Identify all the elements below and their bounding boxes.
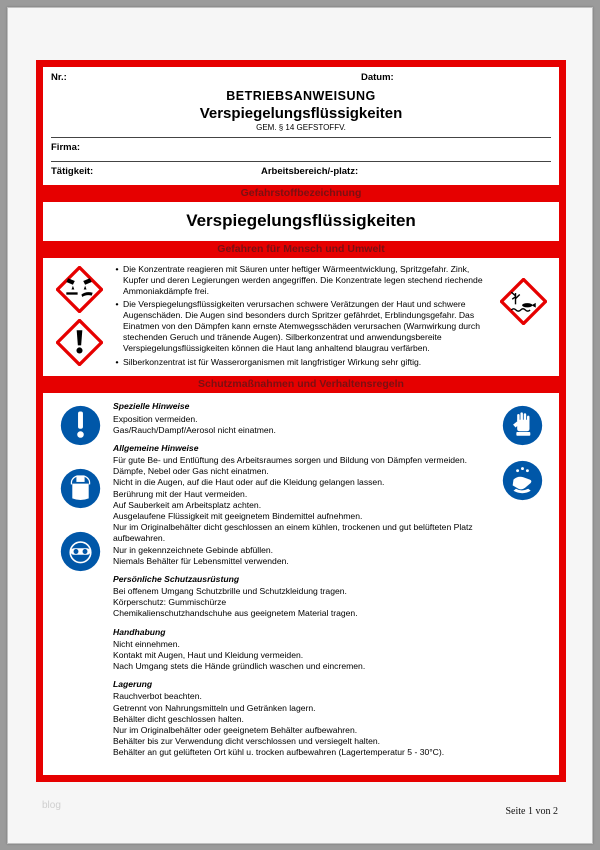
arbeitsbereich-label: Arbeitsbereich/-platz:: [261, 166, 359, 177]
substance-name: Verspiegelungsflüssigkeiten: [43, 202, 559, 241]
section-allgemeine-hinweise: Allgemeine Hinweise Für gute Be- und Entlüftung des Arbeitsraumes sorgen und Bildung von Dämpfen vermeiden. Dämpfe, Nebel oder Gas nicht einatmen. Nicht in die Augen, auf die Haut oder auf die Kleidung gelangen lassen. Berührung mit der Haut vermeiden. Auf Sauberkeit am Arbeitsplatz achten. Ausgelaufene Flüssigkeit mit geeignetem Bindemittel aufnehmen. Nur im Originalbehälter dicht geschlossen an einem kühlen, trockenen und gut belüfteten Platz aufbewahren. Nur in gekennzeichnete Gebinde abfüllen. Niemals Behälter für Lebensmittel verwenden.: [113, 442, 473, 566]
nr-label: Nr.:: [51, 72, 67, 83]
red-frame: [36, 60, 566, 782]
protection-text: [113, 401, 489, 765]
mandatory-goggles-icon: [60, 531, 101, 572]
protection-box: [43, 393, 559, 775]
band-gefahren: Gefahren für Mensch und Umwelt: [217, 243, 385, 255]
band-schutzmassnahmen: Schutzmaßnahmen und Verhaltensregeln: [198, 378, 404, 391]
datum-label: Datum:: [361, 72, 394, 83]
taetigkeit-row: [51, 162, 551, 185]
watermark: blog: [42, 800, 61, 811]
regulation-reference: GEM. § 14 GEFSTOFFV.: [256, 123, 346, 132]
section-lagerung: Lagerung Rauchverbot beachten. Getrennt von Nahrungsmitteln und Getränken lagern. Behälter dicht geschlossen halten. Nur im Originalbehälter oder geeignetem Behälter aufbewahren. Behälter bis zur Verwendung dicht verschlossen und versiegelt halten. Behälter an gut gelüfteten Ort kühl u. trocken aufbewahren (Lagertemperatur 5 - 30°C).: [113, 679, 445, 758]
document-page: [7, 7, 593, 844]
hazard-bullet: • Silberkonzentrat ist für Wasserorganismen mit langfristiger Wirkung sehr giftig.: [115, 356, 422, 367]
mandatory-icons-left: [47, 401, 113, 765]
ghs07-exclamation-icon: [56, 319, 103, 366]
mandatory-wash-hands-icon: [502, 460, 543, 501]
hazard-bullet: • Die Verspiegelungsflüssigkeiten verursachen schwere Verätzungen der Haut und schwere Augenschäden. Die Augen sind besonders durch Spritzer gefährdet, Erblindungsgefahr. Das Einatmen von den Dämpfen kann ernste Atemwegsschäden verursachen (Warnwirkung durch stechenden Geruch und tränende Augen). Silberkonzentrat und anwendungsbereite Verspiegelungsflüssigkeiten können die Haut lang anhaltend blaugrau verfärben.: [115, 299, 480, 353]
hazard-pictograms-left: [47, 264, 111, 370]
band-gefahrstoffbezeichnung: Gefahrstoffbezeichnung: [240, 187, 362, 199]
page-number: Seite 1 von 2: [505, 806, 558, 817]
nr-datum-row: [51, 70, 551, 85]
document-subtitle: Verspiegelungsflüssigkeiten: [199, 105, 403, 122]
firma-label: Firma:: [51, 142, 81, 153]
mandatory-attention-icon: [60, 405, 101, 446]
document-type-title: BETRIEBSANWEISUNG: [226, 89, 376, 103]
mandatory-apron-icon: [60, 468, 101, 509]
section-handhabung: Handhabung Nicht einnehmen. Kontakt mit Augen, Haut und Kleidung vermeiden. Nach Umgang stets die Hände gründlich waschen und eincremen.: [113, 626, 366, 672]
taetigkeit-label: Tätigkeit:: [51, 166, 94, 177]
hazard-pictograms-right: [491, 264, 555, 370]
header-box: [43, 67, 559, 185]
hazard-bullet: • Die Konzentrate reagieren mit Säuren unter heftiger Wärmeentwicklung, Spritzgefahr. Zink, Kupfer und deren Legierungen werden angegriffen. Die Konzentrate legen stechend riechende Ammoniakdämpfe frei.: [115, 264, 483, 296]
hazards-box: [43, 258, 559, 376]
section-persoenliche-schutzausruestung: Persönliche Schutzausrüstung Bei offenem Umgang Schutzbrille und Schutzkleidung tragen. Körperschutz: Gummischürze Chemikalienschutzhandschuhe aus geeignetem Material tragen.: [113, 573, 358, 619]
hazard-text: [111, 264, 491, 370]
mandatory-gloves-icon: [502, 405, 543, 446]
mandatory-icons-right: [489, 401, 555, 765]
ghs09-environment-icon: [500, 278, 547, 325]
ghs05-corrosive-icon: [56, 266, 103, 313]
section-spezielle-hinweise: Spezielle Hinweise Exposition vermeiden. Gas/Rauch/Dampf/Aerosol nicht einatmen.: [113, 401, 276, 435]
